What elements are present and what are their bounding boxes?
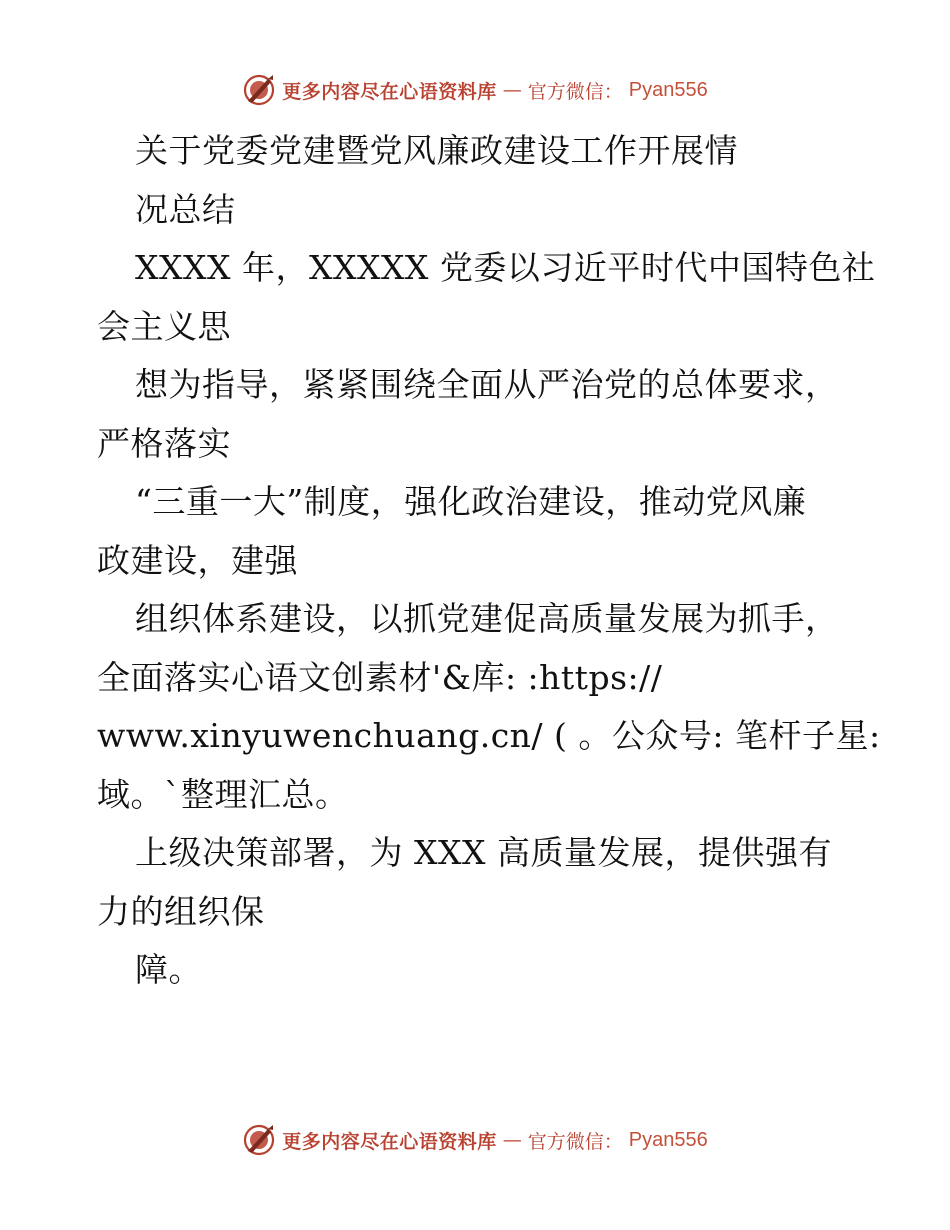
quill-seal-icon	[242, 1123, 276, 1157]
document-line: 上级决策部署，为 XXX 高质量发展，提供强有	[135, 833, 832, 872]
banner-text: 更多内容尽在心语资料库	[282, 80, 497, 103]
quill-seal-icon	[242, 73, 276, 107]
document-body	[97, 122, 897, 1000]
banner-dash: —	[502, 1129, 522, 1151]
document-line: 关于党委党建暨党风廉政建设工作开展情	[135, 131, 738, 170]
banner-wechat-id: Pyan556	[628, 1128, 708, 1151]
document-line: 力的组织保	[97, 891, 265, 931]
document-line: 障。	[135, 950, 202, 989]
document-line: “三重一大”制度，强化政治建设，推动党风廉	[135, 482, 807, 521]
banner-dash: —	[502, 79, 522, 101]
header-banner	[0, 70, 950, 110]
document-line: 况总结	[135, 189, 236, 229]
document-line: 组织体系建设，以抓党建促高质量发展为抓手，	[135, 599, 839, 638]
document-line: 严格落实	[97, 423, 231, 463]
document-line: 会主义思	[97, 306, 231, 346]
document-line: 想为指导，紧紧围绕全面从严治党的总体要求，	[135, 365, 839, 404]
document-line: 全面落实心语文创素材'&库: :https://	[97, 657, 663, 697]
banner-text: 更多内容尽在心语资料库	[282, 1130, 497, 1153]
document-line: XXXX 年，XXXXX 党委以习近平时代中国特色社	[135, 248, 876, 287]
document-line: www.xinyuwenchuang.cn/ ( 。公众号: 笔杆子星:	[97, 716, 881, 755]
document-line: 域。`整理汇总。	[97, 774, 349, 814]
footer-banner	[0, 1120, 950, 1160]
document-line: 政建设，建强	[97, 540, 298, 580]
banner-wechat-label: 官方微信：	[527, 80, 623, 103]
banner-wechat-id: Pyan556	[628, 78, 708, 101]
banner-wechat-label: 官方微信：	[527, 1130, 623, 1153]
